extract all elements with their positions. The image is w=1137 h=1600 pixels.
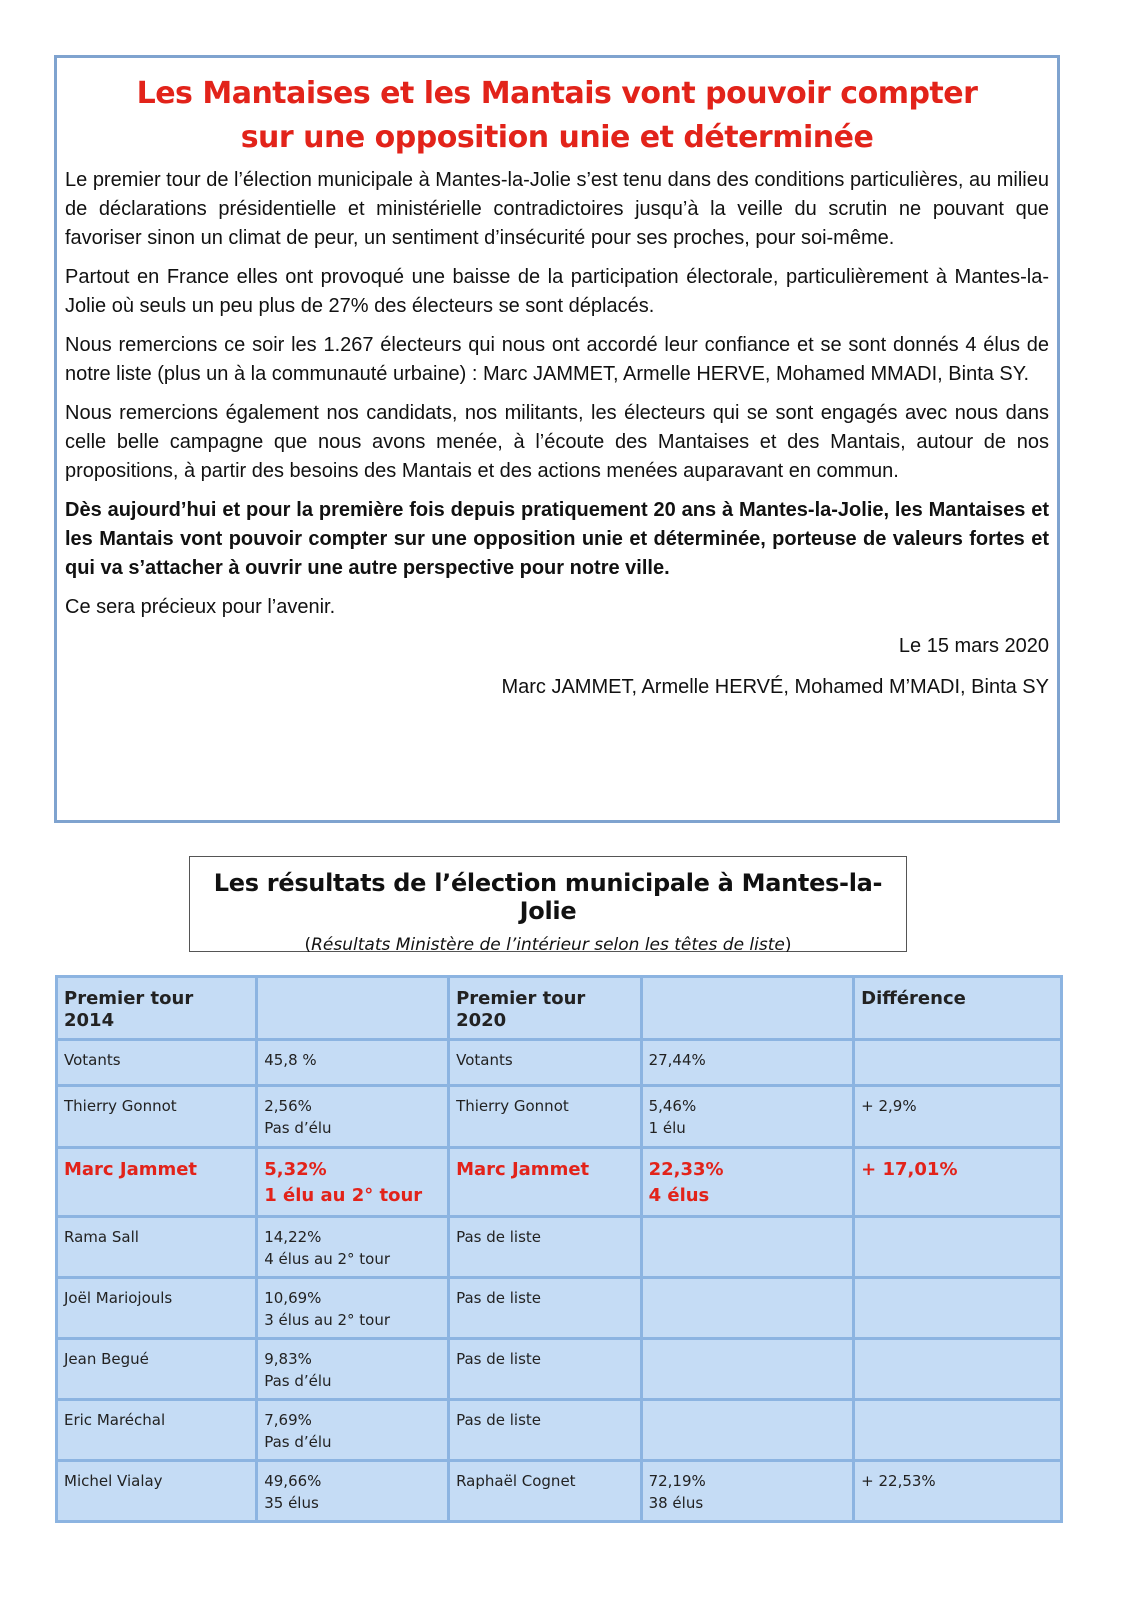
result-2020 [641, 1339, 854, 1400]
result-2020 [641, 1217, 854, 1278]
header-cell: Premier tour 2020 [449, 977, 641, 1040]
paragraph-3: Nous remercions ce soir les 1.267 électeurs qui nous ont accordé leur confiance et se sont donnés 4 élus de notre liste (plus un à la communauté urbaine) : Marc JAMMET, Armelle HERVE, Mohamed MMADI, Binta SY. [65, 334, 1049, 385]
candidate-2020: Raphaël Cognet [449, 1461, 641, 1522]
candidate-2014: Eric Maréchal [57, 1400, 257, 1461]
candidate-2014: Thierry Gonnot [57, 1086, 257, 1148]
seats-2020: 1 élu [648, 1119, 686, 1137]
candidate-2014: Rama Sall [57, 1217, 257, 1278]
percent-2020: 5,46% [648, 1097, 697, 1115]
candidate-2020: Pas de liste [449, 1400, 641, 1461]
table-row [57, 1040, 1062, 1086]
header-cell [257, 977, 449, 1040]
article-title-line1: Les Mantaises et les Mantais vont pouvoir compter [136, 76, 978, 111]
seats-2014: 4 élus au 2° tour [264, 1250, 391, 1268]
percent-2014: 9,83% [264, 1350, 312, 1368]
subtitle-close: ) [784, 935, 792, 955]
header-cell [641, 977, 854, 1040]
table-row [57, 1086, 1062, 1148]
result-2014 [257, 1278, 449, 1339]
percent-2014: 14,22% [264, 1228, 322, 1246]
result-2014 [257, 1040, 449, 1086]
percent-2014: 7,69% [264, 1411, 312, 1429]
article-title-line2: sur une opposition unie et déterminée [240, 120, 874, 155]
table-row [57, 1400, 1062, 1461]
difference: + 22,53% [854, 1461, 1062, 1522]
result-2020 [641, 1086, 854, 1148]
candidate-2014: Michel Vialay [57, 1461, 257, 1522]
result-2014 [257, 1339, 449, 1400]
paragraph-4: Nous remercions également nos candidats, nos militants, les électeurs qui se sont engagés avec nous dans celle belle campagne que nous avons menée, à l’écoute des Mantaises et des Mantais, autour de nos propositions, à partir des besoins des Mantais et des actions menées auparavant en commun. [65, 402, 1049, 482]
seats-2014: 1 élu au 2° tour [264, 1185, 423, 1206]
percent-2020: 72,19% [648, 1472, 706, 1490]
result-2020 [641, 1278, 854, 1339]
candidate-2020: Pas de liste [449, 1278, 641, 1339]
seats-2014: 35 élus [264, 1494, 319, 1512]
closing-line: Ce sera précieux pour l’avenir. [65, 596, 336, 618]
percent-2014: 5,32% [264, 1159, 327, 1180]
result-2020 [641, 1148, 854, 1217]
percent-2014: 45,8 % [264, 1051, 317, 1069]
difference: + 2,9% [854, 1086, 1062, 1148]
difference [854, 1217, 1062, 1278]
difference [854, 1339, 1062, 1400]
article-title [65, 72, 1049, 160]
result-2014 [257, 1217, 449, 1278]
candidate-2020: Pas de liste [449, 1339, 641, 1400]
candidate-2014: Votants [57, 1040, 257, 1086]
seats-2020: 4 élus [648, 1185, 710, 1206]
date-line: Le 15 mars 2020 [898, 635, 1049, 657]
table-row [57, 1461, 1062, 1522]
seats-2014: 3 élus au 2° tour [264, 1311, 391, 1329]
percent-2014: 2,56% [264, 1097, 312, 1115]
seats-2020: 38 élus [648, 1494, 704, 1512]
percent-2020: 22,33% [648, 1159, 724, 1180]
candidate-2014: Joël Mariojouls [57, 1278, 257, 1339]
result-2020 [641, 1461, 854, 1522]
signatures: Marc JAMMET, Armelle HERVÉ, Mohamed M’MADI, Binta SY [501, 676, 1049, 698]
result-2014 [257, 1086, 449, 1148]
candidate-2020: Votants [449, 1040, 641, 1086]
bold-paragraph: Dès aujourd’hui et pour la première fois depuis pratiquement 20 ans à Mantes-la-Jolie, les Mantaises et les Mantais vont pouvoir compter sur une opposition unie et déterminée, porteuse de valeurs fortes et qui va s’attacher à ouvrir une autre perspective pour notre ville. [65, 499, 1049, 579]
table-header-row [57, 977, 1062, 1040]
table-row [57, 1217, 1062, 1278]
result-2014 [257, 1400, 449, 1461]
header-cell: Premier tour 2014 [57, 977, 257, 1040]
results-heading-box [189, 856, 907, 955]
percent-2014: 49,66% [264, 1472, 322, 1490]
subtitle-italic: Résultats Ministère de l’intérieur selon les têtes de liste [311, 935, 785, 955]
table-row [57, 1339, 1062, 1400]
candidate-2020: Thierry Gonnot [449, 1086, 641, 1148]
seats-2014: Pas d’élu [264, 1372, 332, 1390]
table-row [57, 1278, 1062, 1339]
result-2014 [257, 1461, 449, 1522]
paragraph-2: Partout en France elles ont provoqué une baisse de la participation électorale, particulièrement à Mantes-la-Jolie où seuls un peu plus de 27% des électeurs se sont déplacés. [65, 266, 1049, 317]
seats-2014: Pas d’élu [264, 1119, 332, 1137]
result-2020 [641, 1040, 854, 1086]
header-cell: Différence [854, 977, 1062, 1040]
result-2014 [257, 1148, 449, 1217]
result-2020 [641, 1400, 854, 1461]
candidate-2014: Marc Jammet [57, 1148, 257, 1217]
results-table [55, 975, 1063, 1523]
difference [854, 1278, 1062, 1339]
paragraph-1: Le premier tour de l’élection municipale à Mantes-la-Jolie s’est tenu dans des conditions particulières, au milieu de déclarations présidentielle et ministérielle contradictoires jusqu’à la veille du scrutin ne pouvant que favoriser sinon un climat de peur, un sentiment d’insécurité pour ses proches, pour soi-même. [65, 169, 1049, 249]
table-row-highlight [57, 1148, 1062, 1217]
results-title: Les résultats de l’élection municipale à Mantes-la-Jolie [213, 869, 883, 925]
candidate-2020: Marc Jammet [449, 1148, 641, 1217]
difference [854, 1040, 1062, 1086]
seats-2014: Pas d’élu [264, 1433, 332, 1451]
candidate-2014: Jean Begué [57, 1339, 257, 1400]
results-subtitle [190, 935, 906, 955]
difference [854, 1400, 1062, 1461]
percent-2014: 10,69% [264, 1289, 322, 1307]
subtitle-open: ( [304, 935, 312, 955]
article-frame [54, 55, 1060, 823]
difference: + 17,01% [854, 1148, 1062, 1217]
percent-2020: 27,44% [648, 1051, 706, 1069]
candidate-2020: Pas de liste [449, 1217, 641, 1278]
